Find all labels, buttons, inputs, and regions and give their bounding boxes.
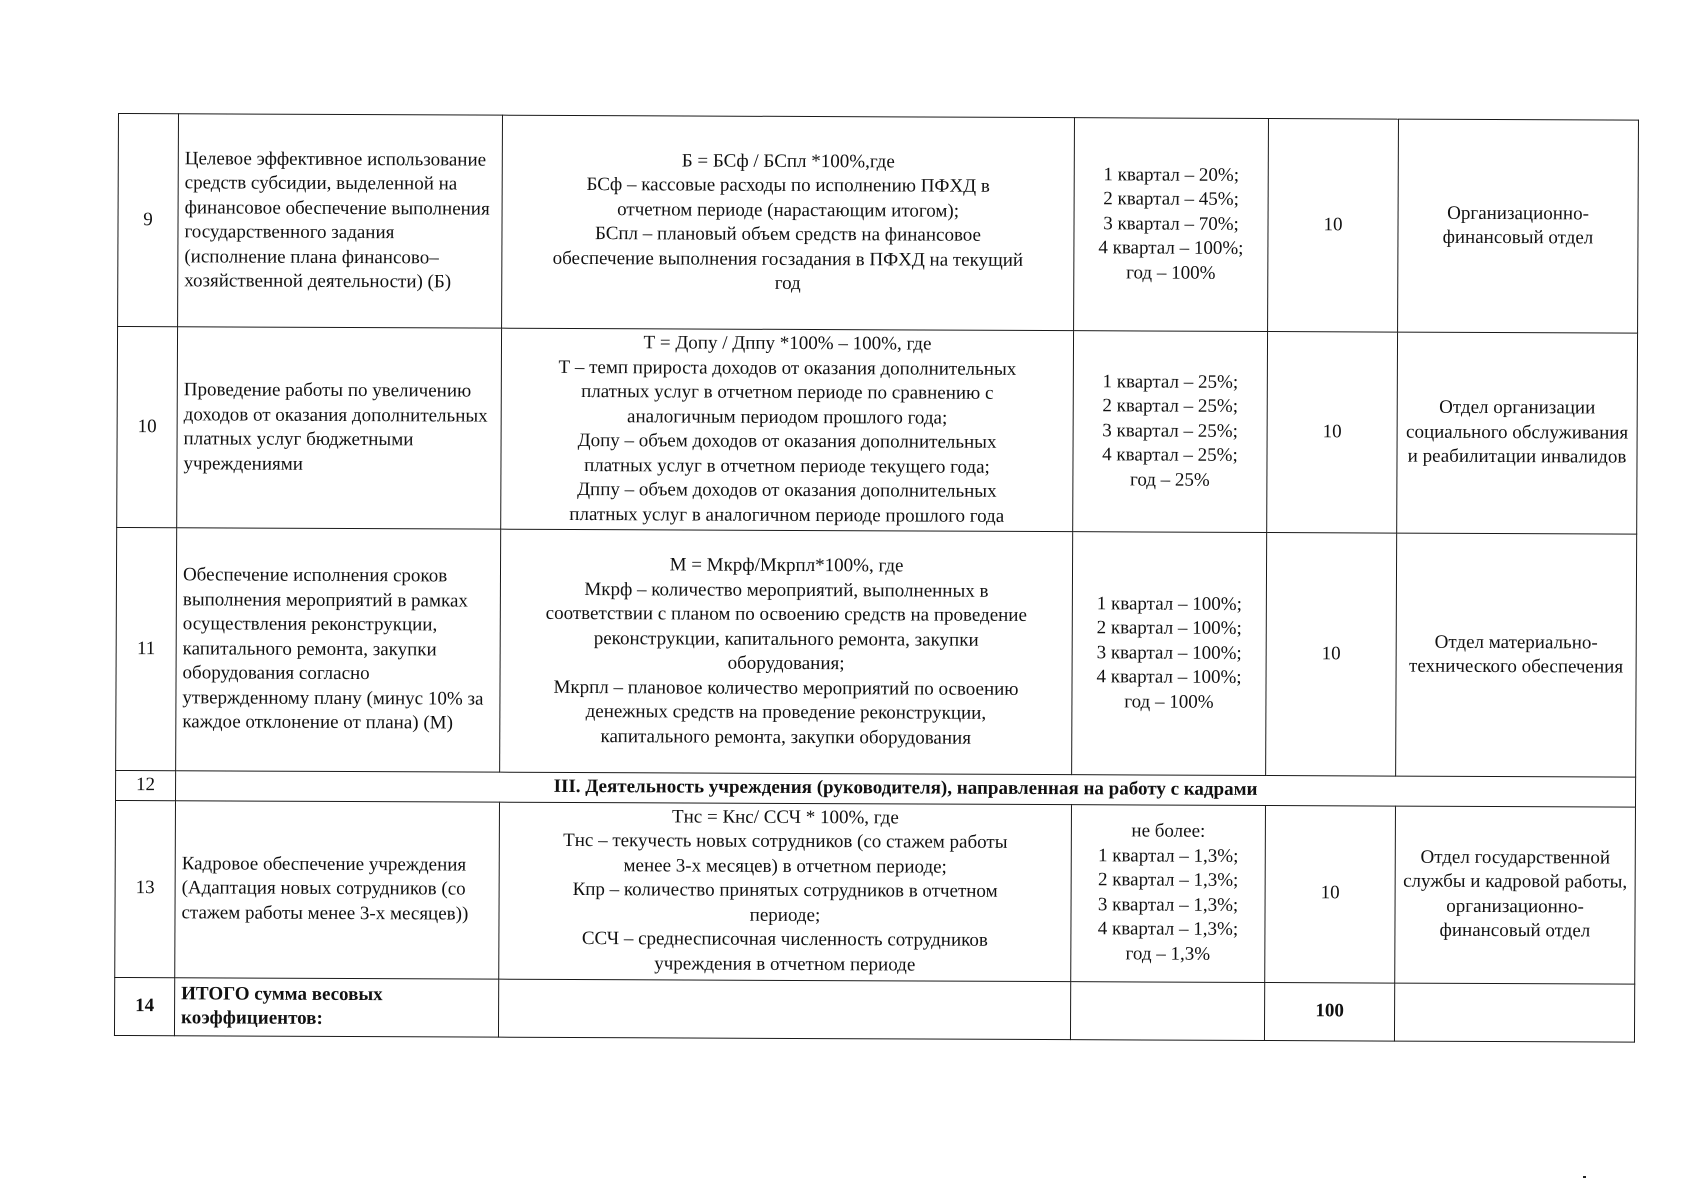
formula-line: денежных средств на проведение реконструкции, xyxy=(585,701,987,724)
responsible-department: Отдел материально-технического обеспечения xyxy=(1396,533,1637,777)
target-line: 3 квартал – 70%; xyxy=(1103,213,1239,235)
calculation-formula xyxy=(500,529,1073,774)
weight-coefficient: 10 xyxy=(1267,332,1398,534)
formula-line: Т – темп прироста доходов от оказания дополнительных xyxy=(558,356,1017,380)
target-line: 2 квартал – 45%; xyxy=(1103,188,1239,211)
formula-line: Тнс – текучесть новых сотрудников (со стажем работы xyxy=(563,830,1008,854)
formula-line: Мкрпл – плановое количество мероприятий по освоению xyxy=(553,676,1019,700)
criteria-table xyxy=(114,113,1639,1042)
target-values xyxy=(1072,532,1267,776)
formula-line: отчетном периоде (нарастающим итогом); xyxy=(617,198,960,222)
target-line: 1 квартал – 20%; xyxy=(1103,164,1240,186)
target-line: 2 квартал – 100%; xyxy=(1096,617,1242,640)
indicator-name: Обеспечение исполнения сроков выполнения мероприятий в рамках осуществления реконструкции, капитального ремонта, закупки оборудования согласно утвержденному плану (минус 10% за каждое отклонение от плана) (М) xyxy=(176,528,501,772)
row-number: 14 xyxy=(114,977,174,1035)
target-line: 3 квартал – 1,3%; xyxy=(1097,893,1239,916)
calculation-formula xyxy=(499,802,1072,981)
formula-line: обеспечение выполнения госзадания в ПФХД на текущий xyxy=(552,247,1024,271)
empty-cell xyxy=(1070,981,1264,1040)
total-row xyxy=(114,977,1634,1042)
target-line: год – 100% xyxy=(1124,691,1214,713)
table-row xyxy=(116,527,1637,777)
formula-line: Б = БСф / БСпл *100%,где xyxy=(681,149,895,172)
formula-line: Допу – объем доходов от оказания дополнительных xyxy=(577,430,997,453)
total-weight-sum: 100 xyxy=(1264,982,1394,1041)
target-line: год – 1,3% xyxy=(1125,942,1211,965)
target-line: 4 квартал – 25%; xyxy=(1102,444,1238,467)
responsible-department: Отдел организации социального обслуживания и реабилитации инвалидов xyxy=(1397,332,1638,534)
formula-line: платных услуг в отчетном периоде текущего года; xyxy=(584,454,990,478)
formula-line: периоде; xyxy=(749,904,821,926)
formula-line: Мкрф – количество мероприятий, выполненных в xyxy=(584,578,989,602)
weight-coefficient: 10 xyxy=(1265,805,1396,983)
section-title: III. Деятельность учреждения (руководителя), направленная на работу с кадрами xyxy=(176,771,1636,807)
formula-line: год xyxy=(774,272,801,294)
target-values xyxy=(1071,804,1266,982)
formula-line: менее 3-х месяцев) в отчетном периоде; xyxy=(623,854,947,878)
scan-speck xyxy=(1583,1176,1586,1178)
target-values xyxy=(1074,118,1269,332)
calculation-formula xyxy=(502,115,1075,330)
row-number: 11 xyxy=(116,527,177,770)
formula-line: учреждения в отчетном периоде xyxy=(654,953,916,976)
target-line: 1 квартал – 1,3%; xyxy=(1098,844,1239,867)
formula-line: БСпл – плановый объем средств на финансовое xyxy=(594,223,982,246)
weight-coefficient: 10 xyxy=(1266,533,1397,777)
formula-line: капитального ремонта, закупки оборудования xyxy=(600,725,972,749)
formula-line: Т = Допу / Дппу *100% – 100%, где xyxy=(643,332,932,355)
formula-line: платных услуг в отчетном периоде по сравнению с xyxy=(581,381,994,404)
formula-line: Дппу – объем доходов от оказания дополнительных xyxy=(577,479,997,502)
formula-line: Кпр – количество принятых сотрудников в отчетном xyxy=(572,879,998,903)
formula-line: БСф – кассовые расходы по исполнению ПФХД в xyxy=(586,174,990,197)
formula-line: аналогичным периодом прошлого года; xyxy=(627,405,948,429)
row-number: 13 xyxy=(115,800,176,977)
target-line: 2 квартал – 25%; xyxy=(1102,395,1239,418)
table-row xyxy=(117,327,1638,535)
indicator-name: Проведение работы по увеличению доходов от оказания дополнительных платных услуг бюджетными учреждениями xyxy=(177,327,502,529)
target-line: 1 квартал – 100%; xyxy=(1096,593,1242,615)
empty-cell xyxy=(498,979,1070,1039)
target-line: 3 квартал – 100%; xyxy=(1096,642,1242,664)
formula-line: Тнс = Кнс/ ССЧ * 100%, где xyxy=(672,806,899,829)
target-line: 3 квартал – 25%; xyxy=(1102,420,1238,442)
weight-coefficient: 10 xyxy=(1268,119,1399,333)
target-values xyxy=(1073,331,1268,533)
formula-line: реконструкции, капитального ремонта, закупки xyxy=(593,627,979,651)
formula-line: ССЧ – среднесписочная численность сотрудников xyxy=(581,928,988,952)
target-line: год – 100% xyxy=(1126,262,1216,284)
target-line: 2 квартал – 1,3%; xyxy=(1097,869,1239,891)
responsible-department: Отдел государственной службы и кадровой работы, организационно-финансовый отдел xyxy=(1395,806,1636,984)
total-label: ИТОГО сумма весовых коэффициентов: xyxy=(174,977,498,1036)
target-line: 4 квартал – 100%; xyxy=(1096,666,1242,689)
formula-line: оборудования; xyxy=(727,652,845,675)
table-row xyxy=(115,800,1636,984)
row-number: 12 xyxy=(116,770,176,800)
target-line: не более: xyxy=(1131,820,1206,842)
calculation-formula xyxy=(501,328,1074,531)
empty-cell xyxy=(1394,983,1634,1042)
formula-line: платных услуг в аналогичном периоде прошлого года xyxy=(569,503,1005,527)
indicator-name: Целевое эффективное использование средств субсидии, выделенной на финансовое обеспечение выполнения государственного задания (исполнение плана финансово–хозяйственной деятельности) (Б) xyxy=(178,114,503,328)
target-line: год – 25% xyxy=(1129,469,1210,491)
target-line: 1 квартал – 25%; xyxy=(1102,371,1239,393)
row-number: 9 xyxy=(118,114,179,327)
target-line: 4 квартал – 1,3%; xyxy=(1097,918,1239,940)
table-row xyxy=(118,114,1639,334)
indicator-name: Кадровое обеспечение учреждения (Адаптация новых сотрудников (со стажем работы менее 3-х месяцев)) xyxy=(175,800,500,978)
formula-line: М = Мкрф/Мкрпл*100%, где xyxy=(669,554,904,577)
formula-line: соответствии с планом по освоению средств на проведение xyxy=(545,602,1027,626)
row-number: 10 xyxy=(117,327,178,528)
target-line: 4 квартал – 100%; xyxy=(1098,237,1244,260)
responsible-department: Организационно-финансовый отдел xyxy=(1398,119,1639,333)
